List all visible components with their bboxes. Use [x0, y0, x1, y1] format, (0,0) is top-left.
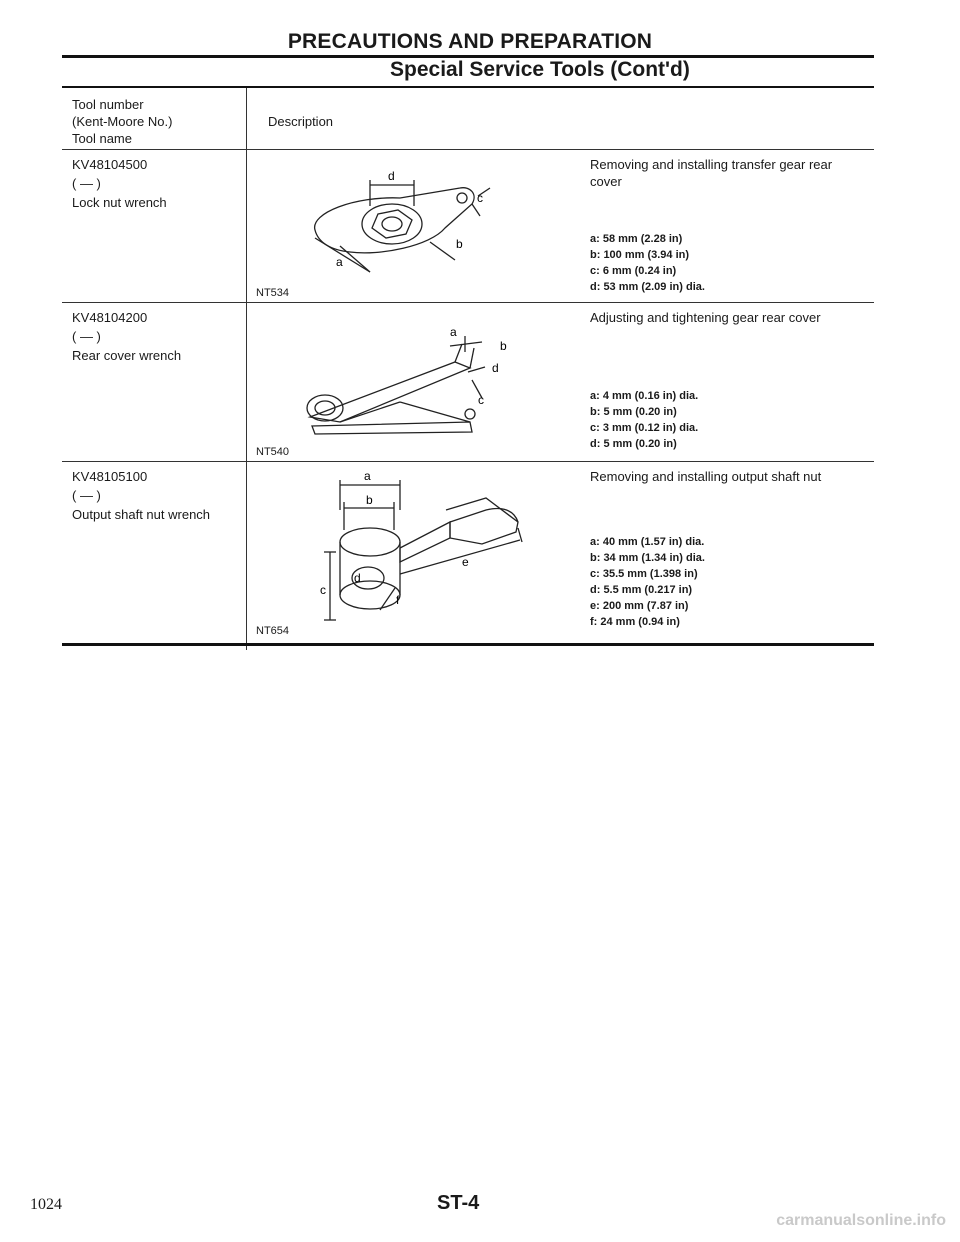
spec-list	[590, 388, 698, 452]
tool-name: Output shaft nut wrench	[72, 507, 211, 522]
subtitle-rule	[62, 86, 874, 88]
dim-label: a	[364, 470, 371, 483]
dim-label: d	[354, 571, 361, 585]
dim-label: c	[478, 393, 484, 407]
dim-label: a	[450, 325, 457, 339]
row-divider	[62, 461, 874, 462]
dim-label: f	[396, 593, 400, 607]
tool-cell	[72, 155, 167, 212]
dim-label: a	[336, 255, 343, 269]
tool-number: KV48104500	[72, 157, 148, 172]
page-number: 1024	[30, 1196, 62, 1213]
description-header: Description	[268, 114, 334, 129]
kent-moore-number: ( — )	[72, 488, 101, 503]
figure-code: NT534	[256, 287, 290, 299]
spec-item: c: 35.5 mm (1.398 in)	[590, 568, 698, 580]
spec-list	[590, 534, 705, 630]
output-shaft-nut-wrench-figure	[250, 470, 580, 630]
spec-item: e: 200 mm (7.87 in)	[590, 600, 689, 612]
dim-label: c	[320, 583, 326, 597]
tool-name: Rear cover wrench	[72, 348, 182, 363]
tool-number: KV48105100	[72, 469, 148, 484]
section-page-number: ST-4	[437, 1192, 480, 1214]
spec-item: c: 6 mm (0.24 in)	[590, 265, 677, 277]
section-subtitle: Special Service Tools (Cont'd)	[390, 58, 690, 81]
spec-item: a: 4 mm (0.16 in) dia.	[590, 390, 699, 402]
dim-label: d	[492, 361, 499, 375]
spec-item: f: 24 mm (0.94 in)	[590, 616, 680, 628]
watermark: carmanualsonline.info	[776, 1212, 946, 1229]
column-divider	[246, 88, 247, 650]
lock-nut-wrench-figure	[250, 168, 580, 278]
spec-item: c: 3 mm (0.12 in) dia.	[590, 422, 699, 434]
rear-cover-wrench-figure	[250, 322, 580, 442]
page-title: PRECAUTIONS AND PREPARATION	[287, 30, 653, 53]
spec-item: d: 5.5 mm (0.217 in)	[590, 584, 693, 596]
spec-item: a: 58 mm (2.28 in)	[590, 233, 683, 245]
tool-cell	[72, 308, 181, 365]
tool-header-line: Tool name	[72, 131, 132, 146]
dim-label: b	[500, 339, 507, 353]
dim-label: c	[477, 191, 483, 205]
spec-item: a: 40 mm (1.57 in) dia.	[590, 536, 705, 548]
table-bottom-rule	[62, 643, 874, 646]
tool-description: Adjusting and tightening gear rear cover	[590, 310, 821, 325]
header-row-divider	[62, 149, 874, 150]
row-divider	[62, 302, 874, 303]
figure-code: NT654	[256, 625, 290, 637]
spec-item: d: 53 mm (2.09 in) dia.	[590, 281, 705, 293]
kent-moore-number: ( — )	[72, 176, 101, 191]
dim-label: b	[456, 237, 463, 251]
spec-list	[590, 231, 705, 295]
spec-item: b: 34 mm (1.34 in) dia.	[590, 552, 705, 564]
spec-item: b: 5 mm (0.20 in)	[590, 406, 677, 418]
tool-description: Removing and installing output shaft nut	[590, 469, 822, 484]
tool-name: Lock nut wrench	[72, 195, 167, 210]
tool-header	[72, 96, 172, 147]
tool-description: Removing and installing transfer gear rear cover	[590, 157, 833, 189]
tool-header-line: (Kent-Moore No.)	[72, 114, 173, 129]
dim-label: d	[388, 169, 395, 183]
tool-header-line: Tool number	[72, 97, 144, 112]
tool-cell	[72, 467, 210, 524]
dim-label: b	[366, 493, 373, 507]
spec-item: b: 100 mm (3.94 in)	[590, 249, 690, 261]
tool-number: KV48104200	[72, 310, 148, 325]
kent-moore-number: ( — )	[72, 329, 101, 344]
spec-item: d: 5 mm (0.20 in)	[590, 438, 677, 450]
dim-label: e	[462, 555, 469, 569]
figure-code: NT540	[256, 446, 290, 458]
